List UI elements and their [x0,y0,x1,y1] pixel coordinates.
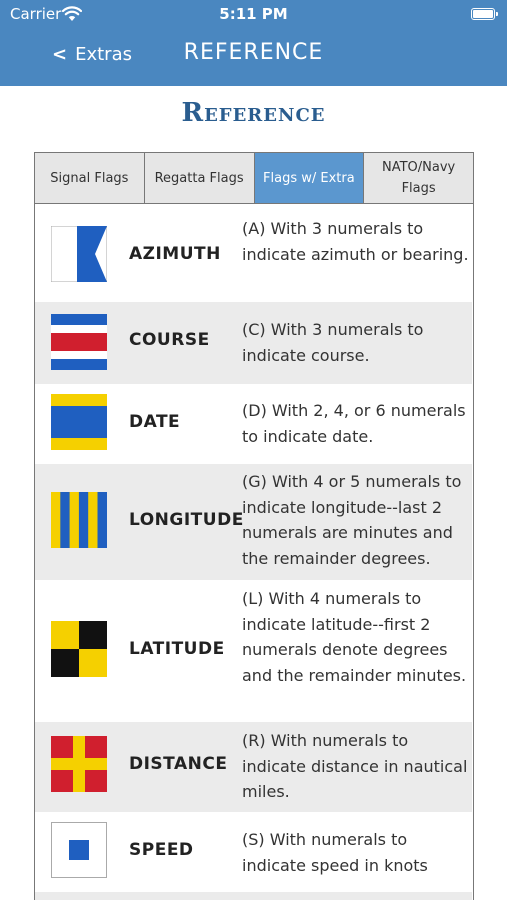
back-label: Extras [75,44,132,65]
tab-regatta-flags[interactable]: Regatta Flags [145,153,255,203]
row-name: COURSE [129,330,210,350]
list-item[interactable] [35,580,472,722]
list-item[interactable] [35,204,472,302]
navigation-bar [0,0,507,86]
row-name: AZIMUTH [129,244,221,264]
flag-sierra-icon [51,822,107,878]
status-time: 5:11 PM [219,5,288,23]
chevron-left-icon: < [52,44,68,65]
page-title: Reference [181,98,326,128]
row-name: SPEED [129,840,194,860]
row-description: (A) With 3 numerals to indicate azimuth or bearing. [242,219,469,264]
row-description: (G) With 4 or 5 numerals to indicate longitude--last 2 numerals are minutes and the remainder degrees. [242,472,462,568]
row-description: (L) With 4 numerals to indicate latitude--first 2 numerals denote degrees and the remainder minutes. [242,589,467,685]
row-name: LONGITUDE [129,510,244,530]
flag-romeo-icon [51,736,107,792]
tab-nato-navy-flags[interactable]: NATO/Navy Flags [382,160,456,196]
row-name: DISTANCE [129,754,228,774]
list-item[interactable] [35,302,472,384]
flag-alfa-icon [51,226,107,282]
flag-golf-icon [51,492,107,548]
list-item[interactable] [35,812,472,892]
row-name: DATE [129,412,181,432]
flag-lima-icon [51,621,107,677]
carrier-label: Carrier [10,5,62,23]
flag-charlie-icon [51,314,107,370]
row-description: (S) With numerals to indicate speed in knots [242,830,428,875]
tab-flags-with-extra[interactable]: Flags w/ Extra [255,153,365,203]
status-bar [0,0,507,30]
list-item[interactable] [35,384,472,464]
battery-icon [471,8,495,20]
list-item[interactable] [35,892,472,900]
tab-signal-flags[interactable]: Signal Flags [35,153,145,203]
flag-delta-icon [51,394,107,450]
row-name: LATITUDE [129,639,225,659]
segmented-control [34,152,474,204]
row-description: (C) With 3 numerals to indicate course. [242,320,424,365]
flags-list[interactable] [34,204,474,900]
list-item[interactable] [35,464,472,580]
nav-title: REFERENCE [183,40,324,65]
row-description: (D) With 2, 4, or 6 numerals to indicate date. [242,401,466,446]
list-item[interactable] [35,722,472,812]
row-description: (R) With numerals to indicate distance in nautical miles. [242,731,468,801]
